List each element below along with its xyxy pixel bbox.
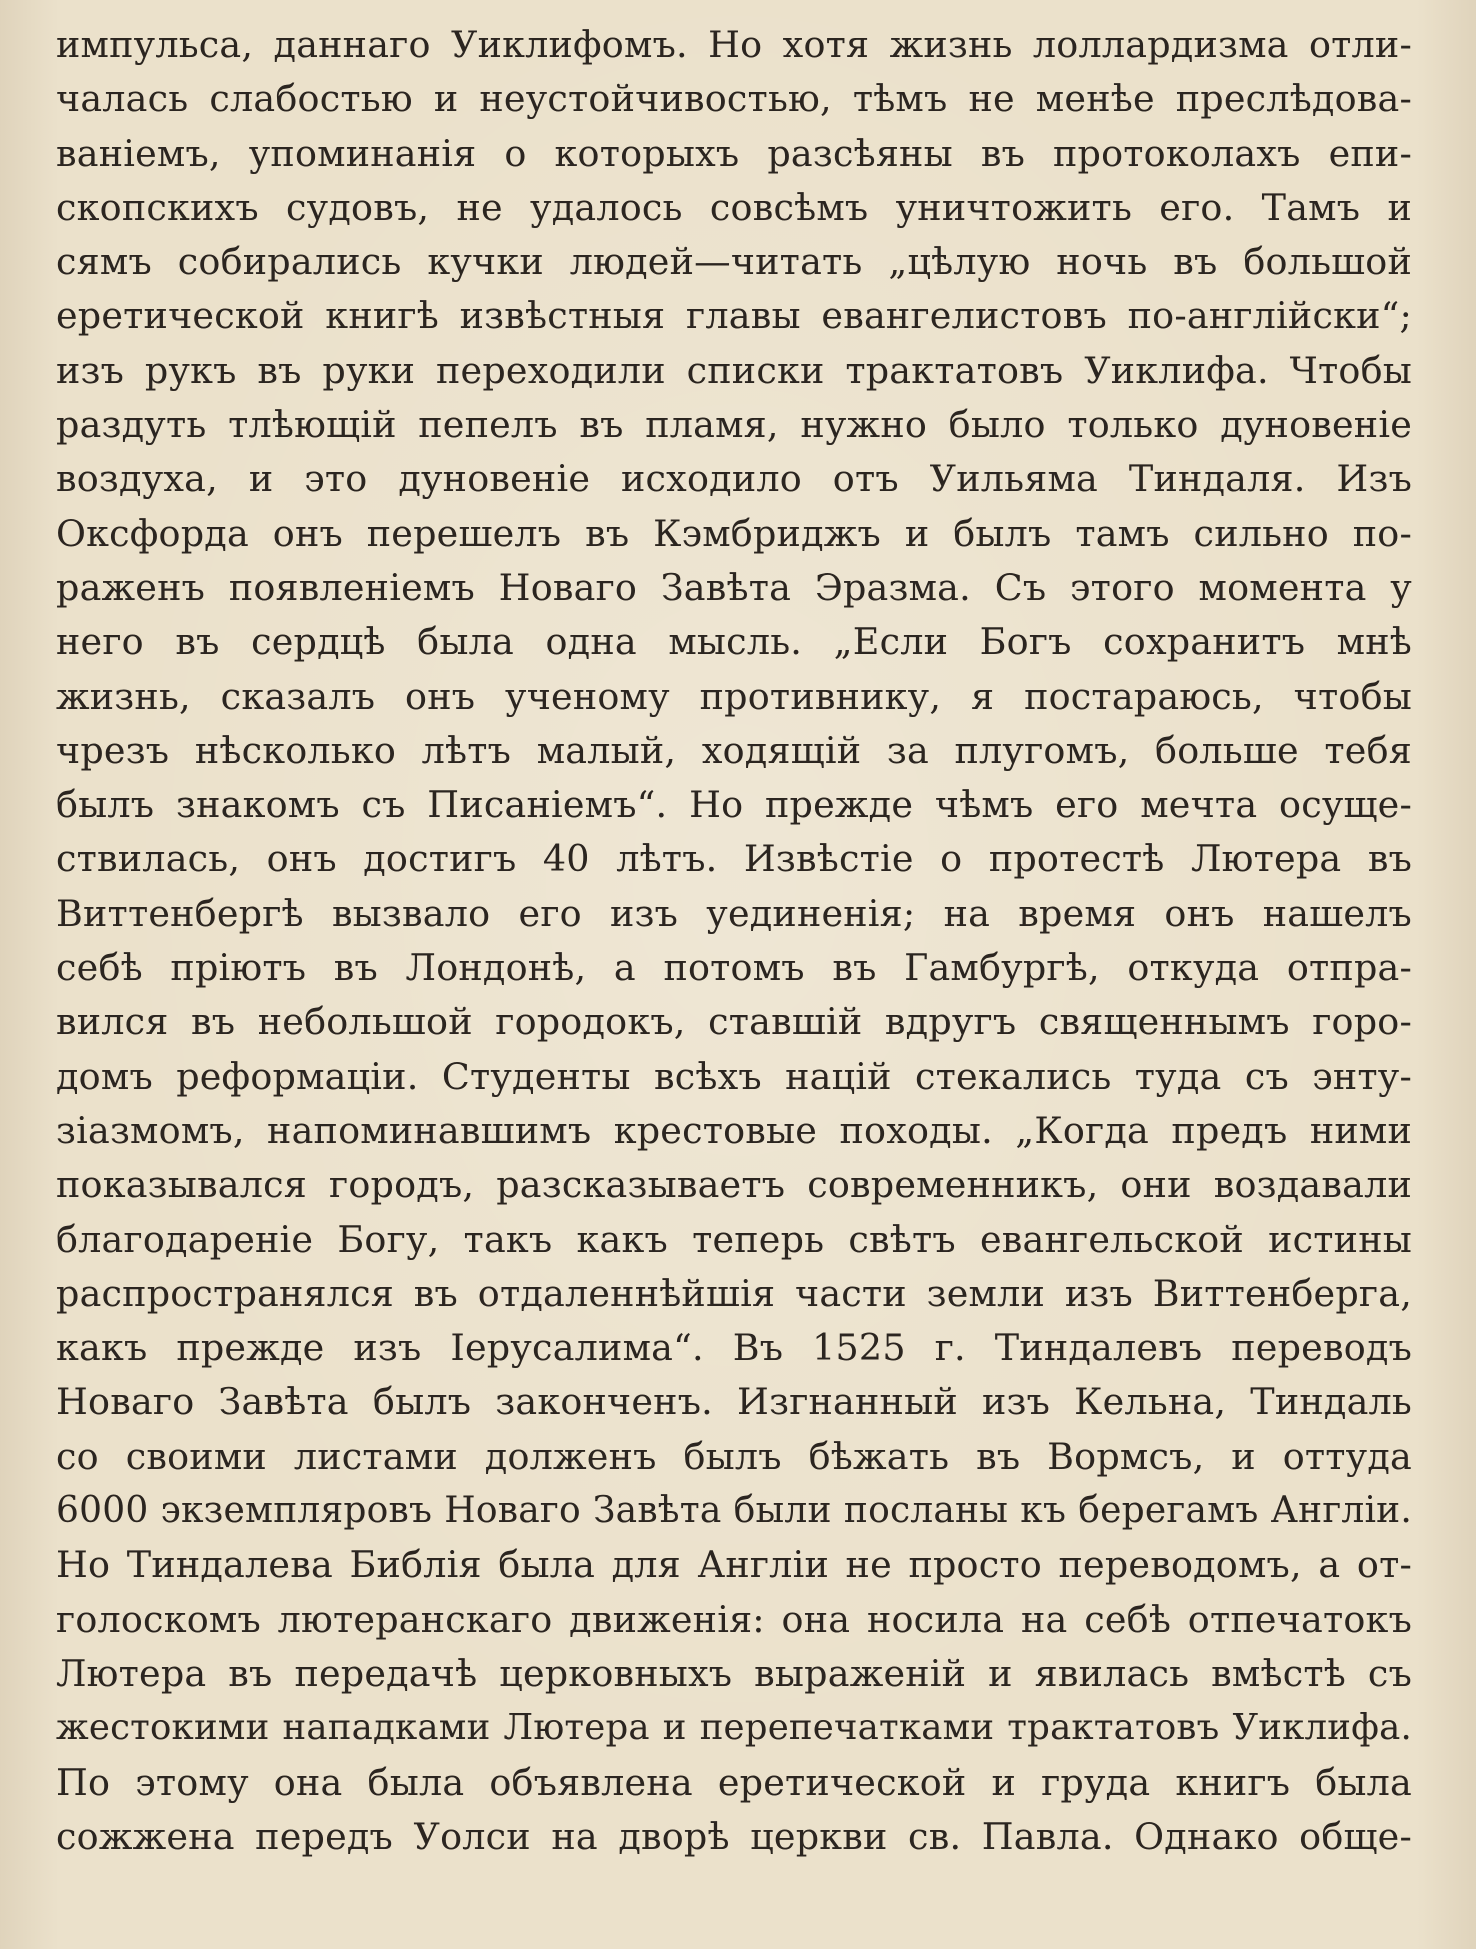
- text-line-1: импульса, даннаго Уиклифомъ. Но хотя жизнь лоллардизма отли-: [56, 23, 1412, 66]
- text-line-34: сожжена передъ Уолси на дворѣ церкви св. Павла. Однако обще-: [56, 1814, 1412, 1858]
- text-line-15: былъ знакомъ съ Писаніемъ“. Но прежде чѣмъ его мечта осуще-: [56, 783, 1412, 827]
- text-line-25: какъ прежде изъ Іерусалима“. Въ 1525 г. Тиндалевъ переводъ: [56, 1326, 1412, 1370]
- text-line-24: распространялся въ отдаленнѣйшія части земли изъ Виттенберга,: [56, 1271, 1412, 1315]
- text-line-2: чалась слабостью и неустойчивостью, тѣмъ не менѣе преслѣдова-: [56, 77, 1412, 121]
- text-line-29: Но Тиндалева Библія была для Англіи не просто переводомъ, а от-: [56, 1543, 1412, 1587]
- text-line-7: изъ рукъ въ руки переходили списки трактатовъ Уиклифа. Чтобы: [56, 348, 1412, 392]
- text-line-23: благодареніе Богу, такъ какъ теперь свѣтъ евангельской истины: [56, 1217, 1412, 1261]
- text-line-5: сямъ собирались кучки людей—читать „цѣлую ночь въ большой: [56, 240, 1412, 284]
- text-line-18: себѣ пріютъ въ Лондонѣ, а потомъ въ Гамбургѣ, откуда отпра-: [56, 946, 1412, 990]
- text-line-4: скопскихъ судовъ, не удалось совсѣмъ уничтожить его. Тамъ и: [56, 185, 1412, 229]
- text-line-17: Виттенбергѣ вызвало его изъ уединенія; на время онъ нашелъ: [56, 891, 1412, 935]
- text-line-30: голоскомъ лютеранскаго движенія: она носила на себѣ отпечатокъ: [56, 1597, 1412, 1641]
- text-line-9: воздуха, и это дуновеніе исходило отъ Уильяма Тиндаля. Изъ: [56, 457, 1412, 501]
- text-line-13: жизнь, сказалъ онъ ученому противнику, я постараюсь, чтобы: [56, 674, 1412, 718]
- text-line-19: вился въ небольшой городокъ, ставшій вдругъ священнымъ горо-: [56, 1000, 1412, 1044]
- text-line-28: 6000 экземпляровъ Новаго Завѣта были посланы къ берегамъ Англіи.: [56, 1490, 1412, 1532]
- text-line-10: Оксфорда онъ перешелъ въ Кэмбриджъ и былъ тамъ сильно по-: [56, 511, 1412, 555]
- text-line-21: зіазмомъ, напоминавшимъ крестовые походы. „Когда предъ ними: [56, 1108, 1412, 1152]
- text-line-20: домъ реформаціи. Студенты всѣхъ націй стекались туда съ энту-: [56, 1054, 1412, 1098]
- text-line-16: ствилась, онъ достигъ 40 лѣтъ. Извѣстіе о протестѣ Лютера въ: [56, 837, 1412, 881]
- text-line-8: раздуть тлѣющій пепелъ въ пламя, нужно было только дуновеніе: [56, 403, 1412, 447]
- text-line-26: Новаго Завѣта былъ законченъ. Изгнанный изъ Кельна, Тиндаль: [56, 1380, 1412, 1424]
- text-line-12: него въ сердцѣ была одна мысль. „Если Богъ сохранитъ мнѣ: [56, 620, 1412, 664]
- text-line-11: раженъ появленіемъ Новаго Завѣта Эразма. Съ этого момента у: [56, 565, 1412, 609]
- text-line-22: показывался городъ, разсказываетъ современникъ, они воздавали: [56, 1163, 1412, 1207]
- text-line-14: чрезъ нѣсколько лѣтъ малый, ходящій за плугомъ, больше тебя: [56, 728, 1412, 772]
- text-line-3: ваніемъ, упоминанія о которыхъ разсѣяны въ протоколахъ епи-: [56, 131, 1412, 175]
- text-line-32: жестокими нападками Лютера и перепечатками трактатовъ Уиклифа.: [56, 1707, 1412, 1749]
- page-text: [56, 18, 1412, 1864]
- text-line-27: со своими листами долженъ былъ бѣжать въ Вормсъ, и оттуда: [56, 1434, 1412, 1478]
- text-line-6: еретической книгѣ извѣстныя главы евангелистовъ по-англійски“;: [56, 294, 1412, 338]
- text-line-31: Лютера въ передачѣ церковныхъ выраженій и явилась вмѣстѣ съ: [56, 1651, 1412, 1695]
- text-line-33: По этому она была объявлена еретической и груда книгъ была: [56, 1760, 1412, 1804]
